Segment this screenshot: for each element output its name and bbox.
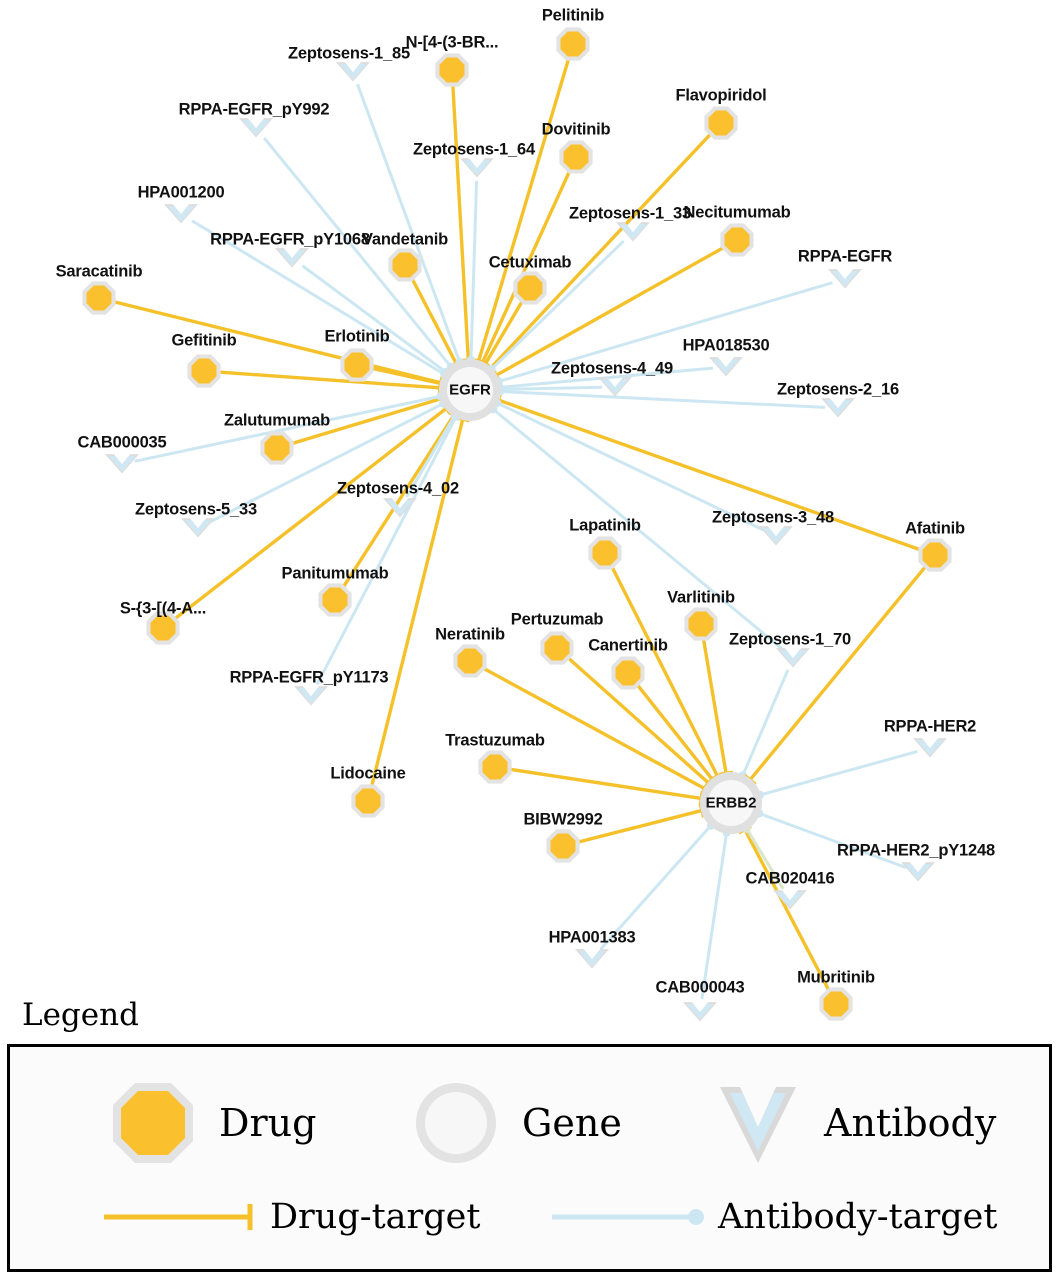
legend-label-gene: Gene: [522, 1101, 622, 1145]
antibody-node-label: CAB000043: [655, 978, 745, 997]
antibody-node-label: RPPA-HER2: [883, 717, 977, 736]
drug-node-label: Lidocaine: [330, 764, 406, 783]
antibody-node-label: Zeptosens-5_33: [135, 500, 257, 519]
drug-node-label: Mubritinib: [797, 968, 875, 987]
drug-node-label: Dovitinib: [541, 120, 611, 139]
gene-node-egfr[interactable]: EGFR: [449, 381, 491, 399]
drug-node-label: Afatinib: [905, 519, 965, 538]
drug-node-label: Cetuximab: [488, 253, 572, 272]
drug-node-label: Neratinib: [435, 625, 505, 644]
drug-node-label: Gefitinib: [171, 331, 237, 350]
drug-node-label: Lapatinib: [569, 516, 641, 535]
drug-node-label: Trastuzumab: [445, 731, 545, 750]
legend-edges-row: [10, 1197, 1049, 1257]
legend-label-antibody-target: Antibody-target: [718, 1197, 998, 1237]
legend-item-drug-target: [102, 1197, 480, 1237]
drug-node-label: N-[4-(3-BR...: [405, 33, 499, 52]
antibody-node-label: Zeptosens-2_16: [777, 380, 899, 399]
antibody-node-label: Zeptosens-1_85: [288, 44, 410, 63]
drug-node-label: Vandetanib: [361, 230, 449, 249]
antibody-node-label: RPPA-HER2_pY1248: [837, 841, 995, 860]
drug-node-label: S-{3-[(4-A...: [119, 599, 207, 618]
antibody-node-label: Zeptosens-1_64: [413, 140, 535, 159]
legend-item-drug: [105, 1075, 316, 1171]
antibody-node-label: HPA018530: [682, 336, 770, 355]
legend-label-drug-target: Drug-target: [270, 1197, 481, 1237]
antibody-target-edge-icon: [550, 1197, 710, 1237]
gene-node-erbb2[interactable]: ERBB2: [705, 794, 757, 812]
drug-node-label: Canertinib: [588, 636, 668, 655]
legend-box: [7, 1044, 1052, 1272]
circle-icon: [408, 1075, 504, 1171]
octagon-icon: [105, 1075, 201, 1171]
drug-node-label: Pelitinib: [541, 6, 605, 25]
drug-node-label: Varlitinib: [667, 588, 735, 607]
drug-node-label: Saracatinib: [55, 262, 143, 281]
antibody-node-label: RPPA-EGFR_pY992: [178, 100, 330, 119]
legend-label-antibody: Antibody: [824, 1101, 997, 1145]
antibody-node-label: CAB020416: [745, 869, 835, 888]
drug-target-edge-icon: [102, 1197, 262, 1237]
antibody-node-label: HPA001200: [137, 183, 225, 202]
drug-node-label: Zalutumumab: [224, 411, 330, 430]
antibody-node-label: RPPA-EGFR: [797, 247, 893, 266]
antibody-node-label: RPPA-EGFR_pY1068: [210, 230, 370, 249]
antibody-node-label: Zeptosens-1_70: [729, 630, 851, 649]
drug-node-label: Panitumumab: [281, 564, 389, 583]
antibody-node-label: HPA001383: [548, 928, 636, 947]
antibody-node-label: RPPA-EGFR_pY1173: [229, 668, 389, 687]
drug-node-label: Flavopiridol: [675, 86, 767, 105]
chevron-icon: [710, 1075, 806, 1171]
legend-label-drug: Drug: [219, 1101, 317, 1145]
antibody-node-label: Zeptosens-4_02: [337, 479, 459, 498]
antibody-node-label: Zeptosens-1_33: [569, 204, 691, 223]
antibody-node-label: Zeptosens-3_48: [712, 508, 834, 527]
drug-node-label: Pertuzumab: [510, 610, 604, 629]
legend-shapes-row: [10, 1063, 1049, 1173]
drug-node-label: Erlotinib: [324, 327, 390, 346]
antibody-node-label: CAB000035: [77, 433, 167, 452]
legend-item-antibody: [710, 1075, 996, 1171]
legend-title: Legend: [22, 997, 139, 1033]
drug-node-label: Necitumumab: [683, 203, 791, 222]
legend-item-gene: [408, 1075, 622, 1171]
legend-item-antibody-target: [550, 1197, 997, 1237]
drug-node-label: BIBW2992: [523, 810, 603, 829]
antibody-node-label: Zeptosens-4_49: [551, 359, 673, 378]
